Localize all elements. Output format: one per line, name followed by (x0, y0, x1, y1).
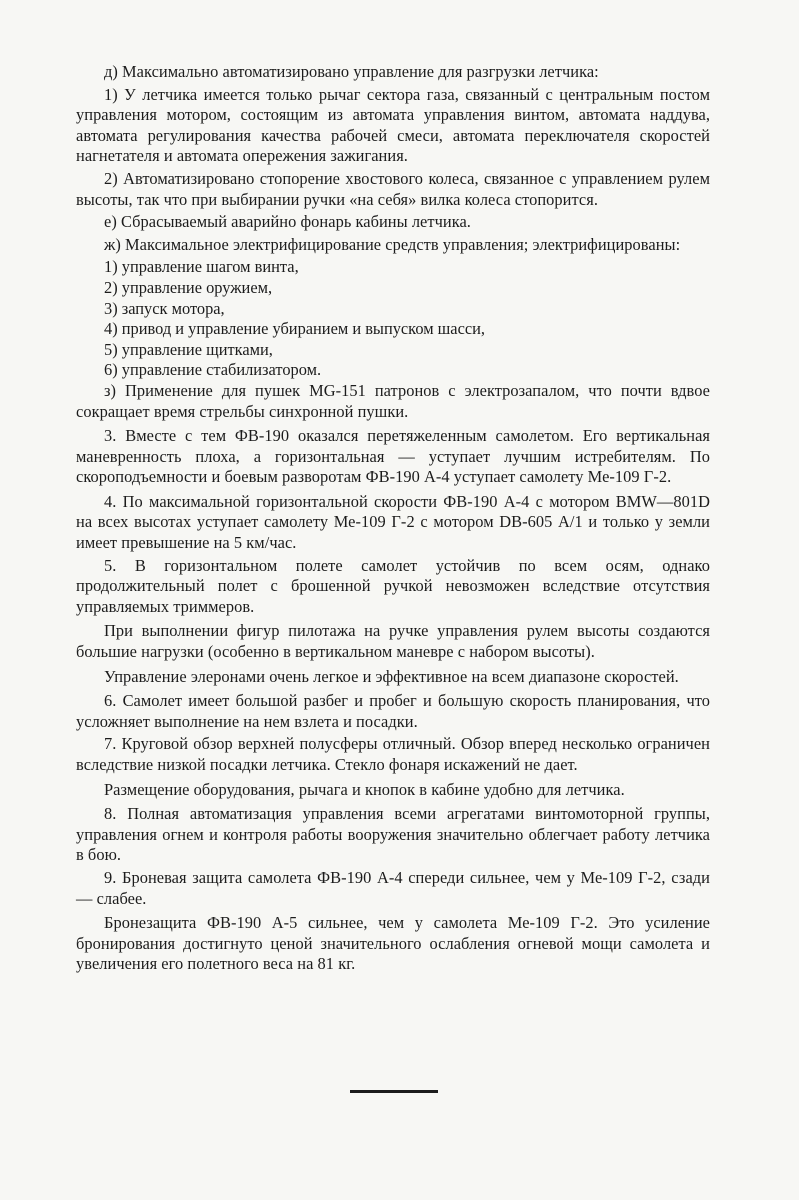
paragraph-6: 6. Самолет имеет большой разбег и пробег и большую скорость планирования, что усложняет выполнение на нем взлета и посадки. (76, 691, 710, 731)
paragraph-zh: ж) Максимальное электрифицирование средств управления; электрифицированы: (104, 234, 681, 254)
paragraph-5: 5. В горизонтальном полете самолет устойчив по всем осям, однако продолжительный полет с брошенной ручкой невозможен вследствие отсутствия управляемых триммеров. (76, 555, 710, 616)
paragraph-4: 4. По максимальной горизонтальной скорости ФВ-190 А-4 с мотором BMW—801D на всех высотах уступает самолету Ме-109 Г-2 с мотором DB-605 А/1 и только у земли имеет превышение на 5 км/час. (76, 491, 710, 553)
list-item: 3) запуск мотора, (104, 298, 225, 318)
list-item: 1) управление шагом винта, (104, 257, 299, 277)
paragraph-5c: Управление элеронами очень легкое и эффективное на всем диапазоне скоростей. (104, 666, 679, 686)
paragraph-8: 8. Полная автоматизация управления всеми агрегатами винтомоторной группы, управления огнем и контроля работы вооружения значительно облегчает работу летчика в бою. (76, 804, 710, 865)
paragraph-7b: Размещение оборудования, рычага и кнопок в кабине удобно для летчика. (104, 779, 625, 799)
paragraph-e: е) Сбрасываемый аварийно фонарь кабины летчика. (104, 212, 471, 232)
list-item: 6) управление стабилизатором. (104, 360, 322, 380)
list-item: 2) управление оружием, (104, 277, 273, 297)
paragraph-9b: Бронезащита ФВ-190 А-5 сильнее, чем у самолета Ме-109 Г-2. Это усиление бронирования достигнуто ценой значительного ослабления огневой мощи самолета и увеличения его полетного веса на 81 кг. (76, 913, 710, 974)
document-page (76, 62, 710, 977)
paragraph-d: д) Максимально автоматизировано управление для разгрузки летчика: (104, 62, 599, 81)
end-rule (350, 1090, 438, 1093)
list-item: 4) привод и управление убиранием и выпуском шасси, (104, 319, 485, 339)
paragraph-d-2: 2) Автоматизировано стопорение хвостового колеса, связанное с управлением рулем высоты, так что при выбирании ручки «на себя» вилка колеса стопорится. (76, 168, 710, 209)
list-item: 5) управление щитками, (104, 339, 273, 359)
paragraph-7: 7. Круговой обзор верхней полусферы отличный. Обзор вперед несколько ограничен вследствие низкой посадки летчика. Стекло фонаря искажений не дает. (76, 734, 710, 774)
paragraph-5b: При выполнении фигур пилотажа на ручке управления рулем высоты создаются большие нагрузки (особенно в вертикальном маневре с набором высоты). (76, 621, 710, 662)
paragraph-d-1: 1) У летчика имеется только рычаг сектора газа, связанный с центральным постом управления мотором, состоящим из автомата управления винтом, автомата наддува, автомата регулирования качества рабочей смеси, автомата переключателя скоростей нагнетателя и автомата опережения зажигания. (76, 84, 710, 166)
electrified-list (76, 257, 710, 381)
paragraph-3: 3. Вместе с тем ФВ-190 оказался перетяжеленным самолетом. Его вертикальная маневренность плоха, а горизонтальная — уступает лучшим истребителям. По скороподъемности и боевым разворотам ФВ-190 А-4 уступает самолету Ме-109 Г-2. (76, 426, 710, 487)
paragraph-z: з) Применение для пушек MG-151 патронов с электрозапалом, что почти вдвое сокращает время стрельбы синхронной пушки. (76, 380, 710, 421)
paragraph-9: 9. Броневая защита самолета ФВ-190 А-4 спереди сильнее, чем у Ме-109 Г-2, сзади — слабее. (76, 867, 710, 908)
